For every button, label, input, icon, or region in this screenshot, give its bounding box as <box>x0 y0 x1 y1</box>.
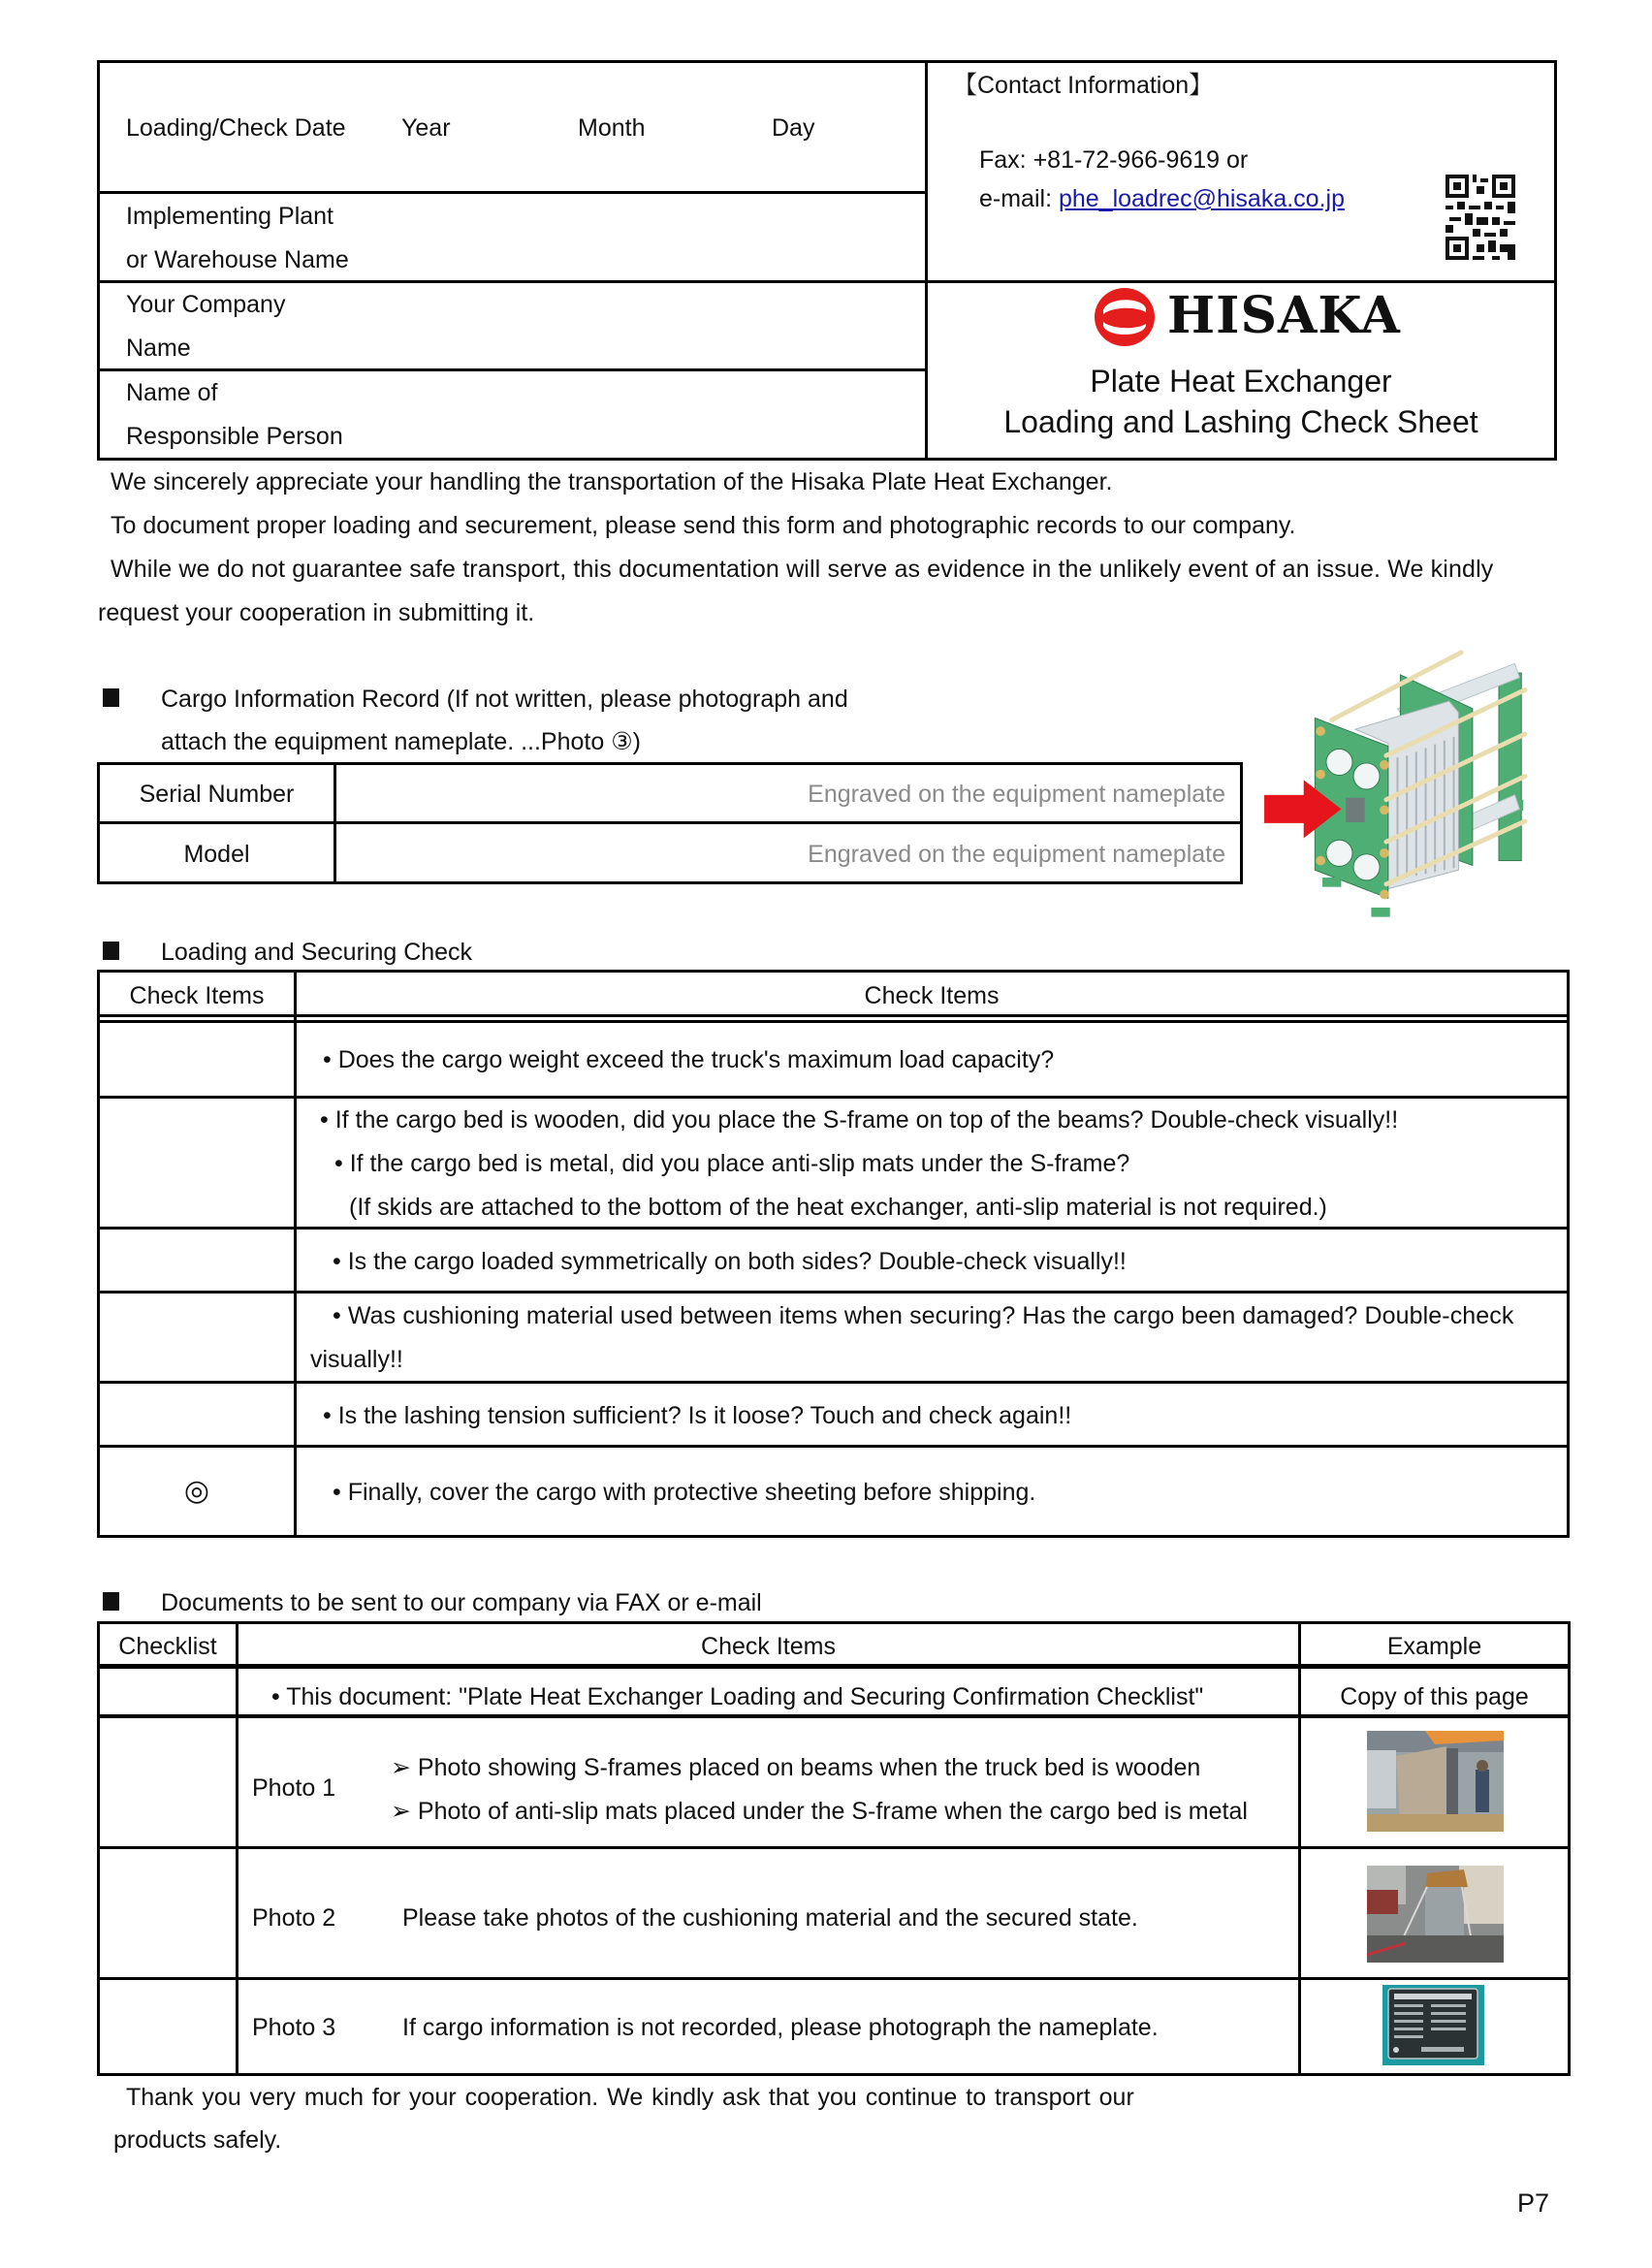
check-cell-sheeting[interactable] <box>100 1448 294 1535</box>
plant-label: Implementing Plant <box>126 203 334 230</box>
check-item-symmetry: • Is the cargo loaded symmetrically on both sides? Double-check visually!! <box>333 1248 1127 1275</box>
plant-name-field[interactable] <box>388 196 921 279</box>
doc-photo-2-item: Please take photos of the cushioning material and the secured state. <box>402 1904 1138 1932</box>
documents-col-header-1: Checklist <box>118 1633 217 1660</box>
email-link[interactable]: phe_loadrec@hisaka.co.jp <box>1058 185 1345 212</box>
check-cell-sframe[interactable] <box>100 1099 294 1227</box>
loading-header-double-line <box>97 1014 1570 1017</box>
check-item-sframe-metal: • If the cargo bed is metal, did you place anti-slip mats under the S-frame? <box>334 1150 1130 1177</box>
loading-row-divider <box>97 1381 1570 1384</box>
check-cell-symmetry[interactable] <box>100 1230 294 1291</box>
doc-photo-1-item-metal: ➢ Photo of anti-slip mats placed under the S-frame when the cargo bed is metal <box>391 1798 1248 1825</box>
sheet-title-line-2: Loading and Lashing Check Sheet <box>1003 404 1478 439</box>
documents-col-header-3: Example <box>1386 1633 1482 1660</box>
loading-row-divider <box>97 1096 1570 1099</box>
serial-number-placeholder: Engraved on the equipment nameplate <box>808 781 1225 808</box>
plant-label-2: or Warehouse Name <box>126 246 349 273</box>
loading-row-divider <box>97 1227 1570 1230</box>
month-field[interactable] <box>465 97 572 155</box>
doc-photo-1-item-wooden: ➢ Photo showing S-frames placed on beams when the truck bed is wooden <box>391 1754 1201 1781</box>
person-label-2: Responsible Person <box>126 423 343 450</box>
company-label-2: Name <box>126 335 191 362</box>
year-label: Year <box>401 114 451 142</box>
section-bullet-icon <box>103 1592 119 1611</box>
doc-item-this-document: • This document: "Plate Heat Exchanger Loading and Securing Confirmation Checklist" <box>271 1683 1204 1710</box>
check-item-cushioning-2: visually!! <box>310 1346 403 1373</box>
serial-number-field[interactable] <box>336 765 1240 821</box>
header-divider-vertical <box>925 60 928 461</box>
doc-example-copy: Copy of this page <box>1340 1683 1529 1710</box>
year-field[interactable] <box>320 97 397 155</box>
month-label: Month <box>578 114 646 142</box>
documents-section-heading: Documents to be sent to our company via FAX or e-mail <box>161 1589 762 1616</box>
documents-row-divider <box>97 1846 1571 1849</box>
loading-col-header-1: Check Items <box>129 982 265 1009</box>
company-name-field[interactable] <box>388 284 921 367</box>
documents-row-divider <box>97 1714 1571 1718</box>
checklist-cell-photo-3[interactable] <box>100 1980 236 2073</box>
checklist-cell-this-document[interactable] <box>100 1670 236 1714</box>
loading-row-divider <box>97 1291 1570 1294</box>
check-item-lashing: • Is the lashing tension sufficient? Is it loose? Touch and check again!! <box>323 1402 1072 1429</box>
qr-code-icon <box>1446 175 1515 260</box>
sheet-title-line-1: Plate Heat Exchanger <box>1090 364 1392 399</box>
model-placeholder: Engraved on the equipment nameplate <box>808 841 1225 868</box>
loading-section-heading: Loading and Securing Check <box>161 939 473 966</box>
model-label: Model <box>183 841 250 868</box>
hisaka-logo <box>1094 286 1401 347</box>
person-label: Name of <box>126 379 218 406</box>
checklist-cell-photo-1[interactable] <box>100 1718 236 1846</box>
header-divider <box>97 368 927 371</box>
responsible-person-field[interactable] <box>388 372 921 458</box>
header-divider <box>97 191 927 194</box>
day-label: Day <box>772 114 815 142</box>
day-field[interactable] <box>659 97 766 155</box>
double-circle-mark-icon: ◎ <box>183 1475 210 1507</box>
header-divider <box>97 280 1557 283</box>
section-bullet-icon <box>103 688 119 707</box>
date-label: Loading/Check Date <box>126 114 346 142</box>
closing-line-1: Thank you very much for your cooperation. We kindly ask that you continue to transport our <box>126 2084 1134 2111</box>
doc-photo-3-label: Photo 3 <box>252 2014 336 2041</box>
cargo-section-heading-2: attach the equipment nameplate. ...Photo ③) <box>161 728 641 755</box>
page-number: P7 <box>1517 2188 1550 2218</box>
section-bullet-icon <box>103 942 119 960</box>
loading-col-header-2: Check Items <box>864 982 1000 1009</box>
closing-line-2: products safely. <box>113 2126 282 2154</box>
check-cell-cushioning[interactable] <box>100 1294 294 1381</box>
example-photo-nameplate <box>1382 1985 1484 2065</box>
intro-line-1: We sincerely appreciate your handling the transportation of the Hisaka Plate Heat Exchanger. <box>111 468 1113 495</box>
hisaka-logo-icon <box>1094 287 1156 347</box>
example-photo-truck-bed <box>1367 1731 1504 1832</box>
contact-email-line <box>979 187 1345 211</box>
check-cell-weight[interactable] <box>100 1023 294 1096</box>
contact-title: 【Contact Information】 <box>953 72 1214 99</box>
check-item-sheeting: • Finally, cover the cargo with protective sheeting before shipping. <box>333 1479 1036 1506</box>
intro-line-3: While we do not guarantee safe transport, this documentation will serve as evidence in the unlikely event of an issue. We kindly <box>111 556 1494 583</box>
company-label: Your Company <box>126 291 286 318</box>
heat-exchanger-illustration <box>1256 645 1567 936</box>
check-cell-lashing[interactable] <box>100 1384 294 1445</box>
logo-text: HISAKA <box>1167 286 1401 345</box>
check-item-sframe-wooden: • If the cargo bed is wooden, did you place the S-frame on top of the beams? Double-check visually!! <box>320 1106 1399 1134</box>
check-item-sframe-note: (If skids are attached to the bottom of the heat exchanger, anti-slip material is not required.) <box>349 1194 1327 1221</box>
loading-table-divider <box>294 970 297 1538</box>
loading-row-divider <box>97 1445 1570 1448</box>
documents-header-line <box>97 1664 1571 1669</box>
check-item-weight: • Does the cargo weight exceed the truck's maximum load capacity? <box>323 1046 1055 1073</box>
documents-row-divider <box>97 1977 1571 1980</box>
documents-col-header-2: Check Items <box>701 1633 836 1660</box>
doc-photo-1-label: Photo 1 <box>252 1774 336 1802</box>
checklist-cell-photo-2[interactable] <box>100 1849 236 1977</box>
email-prefix: e-mail: <box>979 185 1059 212</box>
serial-number-label: Serial Number <box>139 781 295 808</box>
intro-line-2: To document proper loading and securement, please send this form and photographic records to our company. <box>111 512 1296 539</box>
model-field[interactable] <box>336 824 1240 881</box>
doc-photo-3-item: If cargo information is not recorded, please photograph the nameplate. <box>402 2014 1159 2041</box>
doc-photo-2-label: Photo 2 <box>252 1904 336 1932</box>
example-photo-cushioning <box>1367 1866 1504 1963</box>
check-item-cushioning: • Was cushioning material used between items when securing? Has the cargo been damaged? Double-check <box>333 1302 1514 1329</box>
cargo-section-heading: Cargo Information Record (If not written, please photograph and <box>161 686 848 713</box>
contact-fax: Fax: +81-72-966-9619 or <box>979 146 1249 174</box>
loading-header-double-line <box>97 1020 1570 1023</box>
intro-line-4: request your cooperation in submitting it. <box>98 599 535 626</box>
